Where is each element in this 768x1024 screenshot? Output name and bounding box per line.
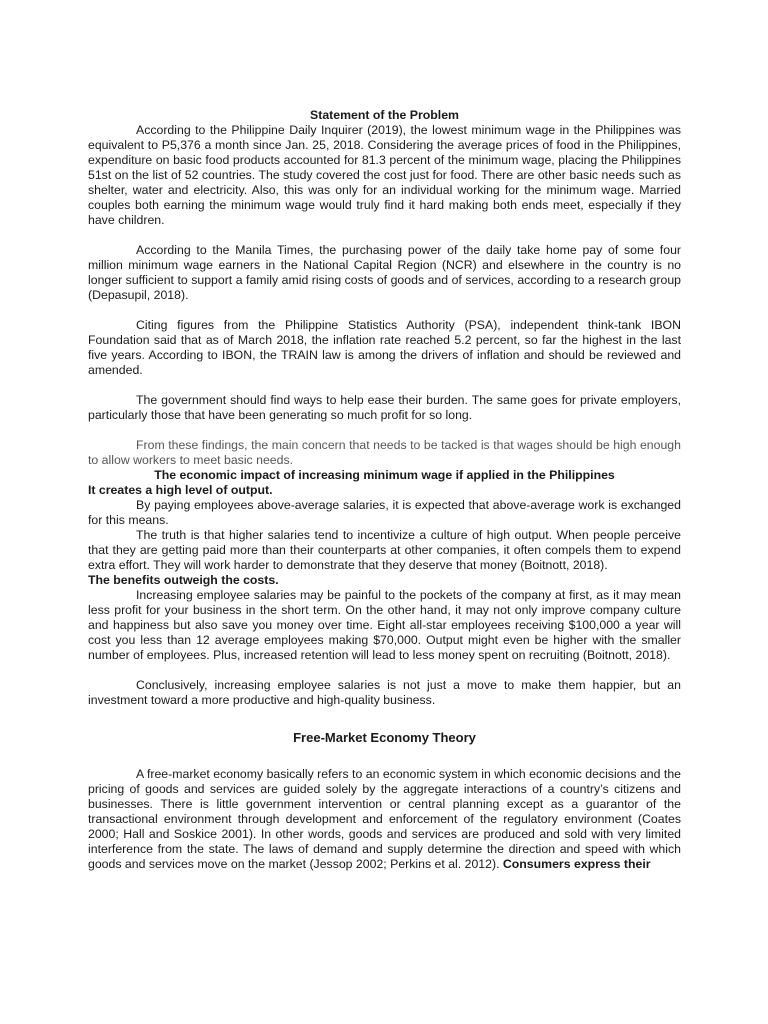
freemarket-paragraph-text: A free-market economy basically refers to an economic system in which economic decisions and the pricing of goods and services are guided solely by the aggregate interactions of a country’s citizens and businesses. There is little government intervention or central planning except as a guarantor of the transactional environment through development and enforcement of the regulatory environment (Coates 2000; Hall and Soskice 2001). In other words, goods and services are produced and sold with very limited interference from the state. The laws of demand and supply determine the direction and speed with which goods and services move on the market (Jessop 2002; Perkins et al. 2012). [88, 767, 681, 871]
impact-output-paragraph-1: By paying employees above-average salaries, it is expected that above-average work is exchanged for this means. [88, 498, 681, 527]
impact-heading-benefits: The benefits outweigh the costs. [88, 573, 279, 587]
statement-paragraph-1: According to the Philippine Daily Inquirer (2019), the lowest minimum wage in the Philippines was equivalent to P5,376 a month since Jan. 25, 2018. Considering the average prices of food in the Philippines, expenditure on basic food products accounted for 81.3 percent of the minimum wage, placing the Philippines 51st on the list of 52 countries. The study covered the cost just for food. There are other basic needs such as shelter, water and electricity. Also, this was only for an individual working for the minimum wage. Married couples both earning the minimum wage would truly find it hard making both ends meet, especially if they have children. [88, 123, 681, 227]
impact-output-paragraph-2: The truth is that higher salaries tend to incentivize a culture of high output. When people perceive that they are getting paid more than their counterparts at other companies, it often compels them to expend extra effort. They will work harder to demonstrate that they deserve that money (Boitnott, 2018). [88, 528, 681, 572]
impact-conclusion-paragraph: Conclusively, increasing employee salaries is not just a move to make them happier, but an investment toward a more productive and high-quality business. [88, 678, 681, 707]
impact-benefits-paragraph: Increasing employee salaries may be painful to the pockets of the company at first, as it may mean less profit for your business in the short term. On the other hand, it may not only improve company culture and happiness but also save you money over time. Eight all-star employees receiving $100,000 a year will cost you less than 12 average employees making $70,000. Output might even be higher with the smaller number of employees. Plus, increased retention will lead to less money spent on recruiting (Boitnott, 2018). [88, 588, 681, 662]
statement-title: Statement of the Problem [310, 108, 459, 122]
impact-heading-output: It creates a high level of output. [88, 483, 273, 497]
statement-paragraph-4: The government should find ways to help ease their burden. The same goes for private employers, particularly those that have been generating so much profit for so long. [88, 393, 681, 422]
statement-paragraph-2: According to the Manila Times, the purchasing power of the daily take home pay of some four million minimum wage earners in the National Capital Region (NCR) and elsewhere in the country is no longer sufficient to support a family amid rising costs of goods and of services, according to a research group (Depasupil, 2018). [88, 243, 681, 302]
impact-title: The economic impact of increasing minimum wage if applied in the Philippines [154, 468, 615, 482]
freemarket-paragraph-1 [88, 767, 681, 872]
freemarket-title: Free-Market Economy Theory [293, 730, 476, 745]
statement-paragraph-3: Citing figures from the Philippine Statistics Authority (PSA), independent think-tank IBON Foundation said that as of March 2018, the inflation rate reached 5.2 percent, so far the highest in the last five years. According to IBON, the TRAIN law is among the drivers of inflation and should be reviewed and amended. [88, 318, 681, 377]
statement-paragraph-5: From these findings, the main concern that needs to be tacked is that wages should be high enough to allow workers to meet basic needs. [88, 438, 681, 467]
freemarket-bold-tail: Consumers express their [502, 857, 651, 871]
